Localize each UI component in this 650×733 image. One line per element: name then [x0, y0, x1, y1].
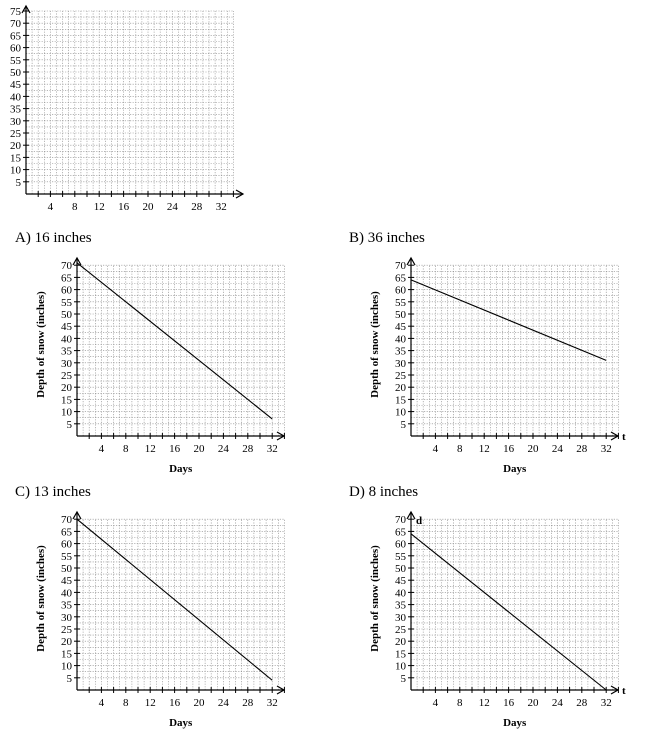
x-tick-label: 32 [600, 697, 612, 709]
y-tick-label: 65 [61, 526, 72, 539]
blank-grid-chart [0, 0, 260, 222]
y-tick-label: 55 [395, 296, 406, 309]
option-c-label: C) 13 inches [15, 484, 91, 500]
option-a-label: A) 16 inches [15, 230, 92, 246]
y-tick-label: 20 [10, 140, 21, 153]
x-tick-label: 8 [72, 201, 78, 213]
x-tick-label: 12 [478, 697, 490, 709]
x-axis-letter: t [622, 431, 626, 443]
y-tick-label: 65 [395, 272, 406, 285]
y-tick-label: 70 [61, 514, 72, 527]
y-tick-label: 35 [395, 599, 406, 612]
y-tick-label: 45 [395, 321, 406, 334]
y-tick-label: 25 [395, 370, 406, 382]
x-axis-title: Days [503, 717, 527, 729]
x-tick-label: 28 [242, 443, 254, 455]
y-tick-label: 30 [395, 611, 406, 624]
y-tick-label: 35 [61, 599, 72, 612]
y-tick-label: 25 [10, 128, 21, 140]
x-tick-label: 4 [432, 443, 439, 455]
y-axis-title: Depth of snow (inches) [35, 545, 47, 652]
x-tick-label: 28 [576, 697, 588, 709]
y-tick-label: 20 [61, 382, 72, 395]
x-tick-label: 20 [527, 443, 539, 455]
x-tick-label: 16 [169, 443, 181, 455]
y-tick-label: 30 [395, 357, 406, 370]
y-tick-label: 15 [61, 648, 72, 661]
x-tick-label: 32 [215, 201, 227, 213]
y-tick-label: 45 [61, 575, 72, 588]
x-tick-label: 24 [217, 443, 229, 455]
y-tick-label: 5 [400, 672, 406, 685]
y-axis-title: Depth of snow (inches) [369, 291, 381, 398]
x-tick-label: 4 [47, 201, 54, 213]
x-tick-label: 20 [142, 201, 154, 213]
y-tick-label: 55 [61, 296, 72, 309]
y-tick-label: 35 [10, 103, 21, 116]
y-tick-label: 50 [10, 67, 21, 79]
y-tick-label: 15 [61, 394, 72, 407]
x-tick-label: 12 [144, 443, 156, 455]
y-tick-label: 50 [395, 563, 406, 575]
x-tick-label: 32 [266, 443, 278, 455]
y-tick-label: 10 [10, 164, 21, 177]
y-tick-label: 70 [10, 18, 21, 31]
x-tick-label: 28 [576, 443, 588, 455]
y-tick-label: 65 [395, 526, 406, 539]
y-tick-label: 15 [395, 648, 406, 661]
x-tick-label: 12 [478, 443, 490, 455]
y-tick-label: 60 [395, 284, 406, 297]
x-tick-label: 32 [266, 697, 278, 709]
x-tick-label: 16 [169, 697, 181, 709]
x-tick-label: 28 [191, 201, 203, 213]
option-c-chart [0, 482, 300, 732]
y-tick-label: 40 [61, 333, 72, 346]
x-tick-label: 8 [123, 697, 129, 709]
y-tick-label: 40 [395, 333, 406, 346]
x-tick-label: 20 [527, 697, 539, 709]
y-tick-label: 10 [395, 406, 406, 419]
blank-grid-panel [0, 0, 260, 222]
option-d-label: D) 8 inches [349, 484, 419, 500]
x-tick-label: 20 [193, 697, 205, 709]
y-tick-label: 20 [395, 636, 406, 649]
y-tick-label: 20 [395, 382, 406, 395]
x-tick-label: 4 [98, 443, 105, 455]
y-tick-label: 45 [61, 321, 72, 334]
y-tick-label: 5 [15, 176, 21, 189]
y-tick-label: 35 [395, 345, 406, 358]
option-b-chart [334, 228, 634, 478]
option-b-label: B) 36 inches [349, 230, 425, 246]
y-tick-label: 55 [61, 550, 72, 563]
x-axis-title: Days [169, 717, 193, 729]
x-tick-label: 16 [503, 443, 515, 455]
y-tick-label: 40 [10, 91, 21, 104]
y-tick-label: 40 [61, 587, 72, 600]
y-tick-label: 55 [395, 550, 406, 563]
y-tick-label: 60 [61, 284, 72, 297]
option-a-panel [0, 228, 300, 478]
y-tick-label: 5 [400, 418, 406, 431]
x-tick-label: 12 [144, 697, 156, 709]
y-tick-label: 30 [61, 357, 72, 370]
y-tick-label: 70 [395, 514, 406, 527]
y-tick-label: 10 [61, 406, 72, 419]
y-axis-title: Depth of snow (inches) [369, 545, 381, 652]
y-tick-label: 50 [61, 309, 72, 321]
y-tick-label: 40 [395, 587, 406, 600]
y-tick-label: 30 [61, 611, 72, 624]
option-b-panel [334, 228, 634, 478]
x-tick-label: 4 [98, 697, 105, 709]
x-tick-label: 12 [93, 201, 105, 213]
y-tick-label: 25 [395, 624, 406, 636]
x-tick-label: 28 [242, 697, 254, 709]
y-tick-label: 45 [395, 575, 406, 588]
x-tick-label: 8 [457, 443, 463, 455]
x-tick-label: 24 [551, 443, 563, 455]
option-c-panel [0, 482, 300, 732]
y-tick-label: 20 [61, 636, 72, 649]
y-tick-label: 60 [61, 538, 72, 551]
x-tick-label: 16 [118, 201, 130, 213]
y-tick-label: 65 [10, 30, 21, 43]
y-tick-label: 10 [61, 660, 72, 673]
option-d-chart [334, 482, 634, 732]
y-tick-label: 50 [61, 563, 72, 575]
y-tick-label: 55 [10, 54, 21, 67]
y-tick-label: 5 [66, 672, 72, 685]
x-tick-label: 4 [432, 697, 439, 709]
y-tick-label: 15 [10, 152, 21, 165]
x-axis-title: Days [503, 463, 527, 475]
y-tick-label: 35 [61, 345, 72, 358]
x-tick-label: 24 [217, 697, 229, 709]
x-tick-label: 8 [457, 697, 463, 709]
y-tick-label: 5 [66, 418, 72, 431]
y-tick-label: 15 [395, 394, 406, 407]
x-axis-letter: t [622, 685, 626, 697]
y-tick-label: 70 [395, 260, 406, 273]
x-tick-label: 24 [551, 697, 563, 709]
y-tick-label: 10 [395, 660, 406, 673]
y-tick-label: 60 [395, 538, 406, 551]
y-tick-label: 60 [10, 42, 21, 55]
x-tick-label: 8 [123, 443, 129, 455]
y-tick-label: 45 [10, 79, 21, 92]
y-tick-label: 50 [395, 309, 406, 321]
y-tick-label: 25 [61, 370, 72, 382]
option-a-chart [0, 228, 300, 478]
y-tick-label: 30 [10, 115, 21, 128]
x-tick-label: 32 [600, 443, 612, 455]
option-d-panel [334, 482, 634, 732]
y-axis-title: Depth of snow (inches) [35, 291, 47, 398]
x-tick-label: 20 [193, 443, 205, 455]
y-tick-label: 65 [61, 272, 72, 285]
y-tick-label: 75 [10, 6, 21, 18]
y-axis-letter: d [416, 515, 423, 527]
x-tick-label: 16 [503, 697, 515, 709]
y-tick-label: 70 [61, 260, 72, 273]
series-line [77, 263, 272, 419]
x-tick-label: 24 [166, 201, 178, 213]
x-axis-title: Days [169, 463, 193, 475]
y-tick-label: 25 [61, 624, 72, 636]
